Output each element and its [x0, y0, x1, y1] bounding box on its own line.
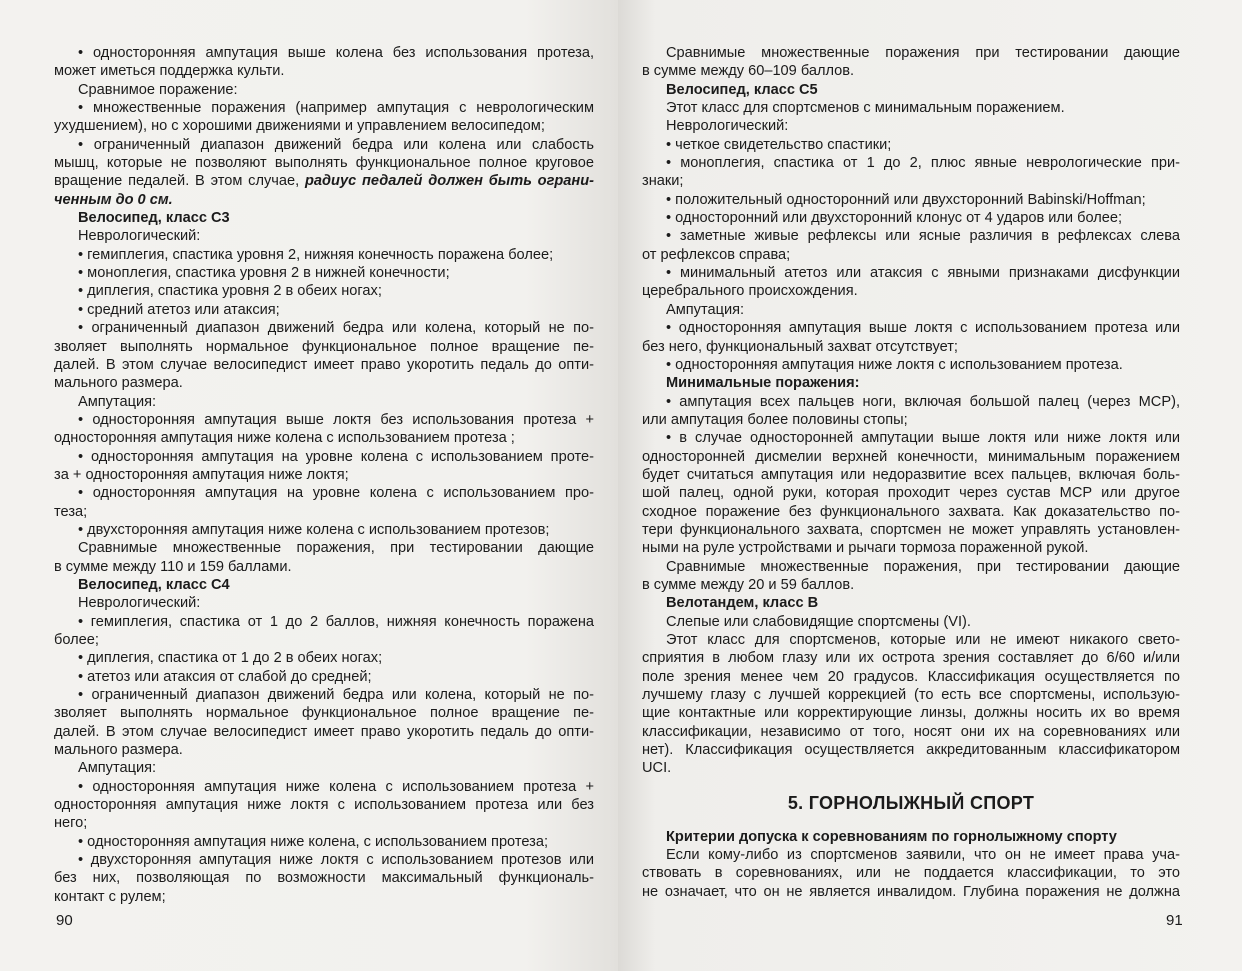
text-line: • ограниченный диапазон движений бедра или колена, который не по-: [78, 320, 594, 337]
text-line: • двухсторонняя ампутация ниже колена с использованием протезов;: [78, 521, 550, 538]
text-line: теза;: [54, 503, 88, 520]
text-line: мышц, которые не позволяют выполнять функциональное полное круговое: [54, 155, 594, 172]
text-line: • диплегия, спастика уровня 2 в обеих ногах;: [78, 283, 382, 300]
section-heading: Велосипед, класс С3: [78, 210, 230, 227]
section-heading: Велосипед, класс С4: [78, 576, 230, 593]
text-line: односторонняя ампутация ниже колена с использованием протеза ;: [54, 430, 515, 447]
page-number-left: 90: [56, 912, 73, 929]
text-line: Сравнимое поражение:: [78, 81, 238, 98]
text-line: Если кому-либо из спортсменов заявили, что он не имеет права уча-: [666, 847, 1180, 864]
text-line: • моноплегия, спастика уровня 2 в нижней конечности;: [78, 265, 450, 282]
text-line: • односторонняя ампутация на уровне колена с использованием про-: [78, 485, 594, 502]
text-line: • минимальный атетоз или атаксия с явными признаками дисфункции: [666, 265, 1180, 282]
text-line: односторонняя ампутация ниже локтя с использованием протеза или без: [54, 797, 594, 814]
text-line: Сравнимые множественные поражения, при тестировании дающие: [78, 540, 594, 557]
text-line: щие контактные или корректирующие линзы, должны носить их во время: [642, 705, 1180, 722]
text-line: ухудшением), но с хорошими движениями и управлением велосипедом;: [54, 118, 545, 135]
text-line: без него, функциональный захват отсутствует;: [642, 338, 958, 355]
text-line: • односторонняя ампутация ниже локтя с использованием протеза.: [666, 356, 1123, 373]
text-line: Слепые или слабовидящие спортсмены (VI).: [666, 613, 971, 630]
text-line: в сумме между 60–109 баллов.: [642, 63, 855, 80]
text-line: Неврологический:: [666, 118, 789, 135]
text-line: • односторонняя ампутация ниже колена, с использованием протеза;: [78, 833, 549, 850]
text-line: ными на руле устройствами и рычаги тормоза пораженной рукой.: [642, 540, 1089, 557]
text-line: Ампутация:: [78, 393, 157, 410]
text-line: • односторонняя ампутация выше локтя с использованием протеза или: [666, 320, 1180, 337]
text-line: классификации, независимо от того, носят они их на соревнованиях или: [642, 723, 1180, 740]
text-line: поле зрения менее чем 20 градусов. Классификация осуществляется по: [642, 668, 1180, 685]
text-fragment: радиус педалей должен быть ограни-: [304, 173, 594, 190]
right-page-text: [642, 44, 1180, 901]
text-line: сходное поражение без функционального захвата. Как доказательство по-: [642, 503, 1180, 520]
text-line: ченным до 0 см.: [54, 191, 173, 208]
page-number-right: 91: [1166, 912, 1183, 929]
text-line: без них, позволяющая по возможности максимальный функциональ-: [54, 870, 594, 887]
text-line: шой палец, одной руки, которая проходит через сустав МСР или другое: [642, 485, 1180, 502]
text-line: • односторонняя ампутация на уровне колена с использованием проте-: [78, 448, 594, 465]
text-line: церебрального происхождения.: [642, 283, 858, 300]
text-line: Ампутация:: [666, 301, 745, 318]
text-line: UCI.: [642, 760, 672, 777]
text-line: • гемиплегия, спастика от 1 до 2 баллов, нижняя конечность поражена: [78, 613, 594, 630]
text-line: • ограниченный диапазон движений бедра или колена или слабость: [78, 136, 594, 153]
section-heading: Минимальные поражения:: [666, 375, 860, 392]
text-line: может иметься поддержка культи.: [54, 63, 285, 80]
right-page-body-bottom: [642, 828, 1180, 901]
right-page-body-top: [642, 44, 1180, 778]
text-line: в сумме между 110 и 159 баллами.: [54, 558, 292, 575]
text-line: Ампутация:: [78, 760, 157, 777]
text-line: тери функционального захвата, спортсмен не может управлять установлен-: [642, 521, 1180, 538]
text-line: не означает, что он не является инвалидом. Глубина поражения не должна: [642, 883, 1180, 900]
text-line: Этот класс для спортсменов с минимальным поражением.: [666, 100, 1065, 117]
text-line: Неврологический:: [78, 595, 201, 612]
text-line: зволяет выполнять нормальное функциональное полное вращение пе-: [54, 705, 594, 722]
section-heading: Велотандем, класс В: [666, 595, 819, 612]
section-title: 5. ГОРНОЛЫЖНЫЙ СПОРТ: [787, 792, 1035, 813]
text-line: или ампутация более половины стопы;: [642, 411, 908, 428]
text-line: • заметные живые рефлексы или ясные различия в рефлексах слева: [666, 228, 1180, 245]
left-page: [0, 0, 618, 971]
text-line: • диплегия, спастика от 1 до 2 в обеих ногах;: [78, 650, 383, 667]
text-line: • четкое свидетельство спастики;: [666, 136, 892, 153]
text-line: • средний атетоз или атаксия;: [78, 301, 280, 318]
text-line: • ампутация всех пальцев ноги, включая большой палец (через МСР),: [666, 393, 1180, 410]
text-line: далей. В этом случае велосипедист имеет право укоротить педаль до опти-: [54, 723, 594, 740]
text-line: далей. В этом случае велосипедист имеет право укоротить педаль до опти-: [54, 356, 594, 373]
left-page-text: [54, 44, 594, 906]
section-heading: Велосипед, класс С5: [666, 81, 818, 98]
text-line: • односторонняя ампутация выше локтя без использования протеза +: [78, 411, 594, 428]
text-line: контакт с рулем;: [54, 888, 166, 905]
text-line: • гемиплегия, спастика уровня 2, нижняя конечность поражена более;: [78, 246, 554, 263]
text-line: ствовать в соревнованиях, или не поддается классификации, то это: [642, 865, 1180, 882]
text-line: нет). Классификация осуществляется аккредитованным классификатором: [642, 742, 1180, 759]
text-line: мального размера.: [54, 742, 183, 759]
text-line: • множественные поражения (например ампутация с неврологическим: [78, 100, 594, 117]
text-line: • моноплегия, спастика от 1 до 2, плюс явные неврологические при-: [666, 155, 1180, 172]
text-line: • в случае односторонней ампутации выше локтя или ниже локтя или: [666, 430, 1180, 447]
text-fragment: вращение педалей. В этом случае,: [54, 173, 305, 190]
text-line: мального размера.: [54, 375, 183, 392]
text-line: Неврологический:: [78, 228, 201, 245]
text-line: него;: [54, 815, 88, 832]
text-line: • двухсторонняя ампутация ниже локтя с использованием протезов или: [78, 852, 594, 869]
text-line: от рефлексов справа;: [642, 246, 791, 263]
right-page: [618, 0, 1242, 971]
text-line: более;: [54, 632, 99, 648]
text-line: • положительный односторонний или двухсторонний Babinski/Hoffman;: [666, 191, 1146, 208]
text-line: сприятия в любом глазу или их острота зрения составляет до 6/60 и/или: [642, 650, 1180, 667]
section-heading: Критерии допуска к соревнованиям по горнолыжному спорту: [666, 828, 1117, 845]
text-line: Сравнимые множественные поражения при тестировании дающие: [666, 45, 1180, 61]
text-line: Этот класс для спортсменов, которые или не имеют никакого свето-: [666, 632, 1180, 648]
text-line: односторонней дисмелии верхней конечности, минимальным поражением: [642, 448, 1180, 465]
text-line: зволяет выполнять нормальное функциональное полное вращение пе-: [54, 338, 594, 355]
text-line: • односторонняя ампутация выше колена без использования протеза,: [78, 45, 594, 61]
text-line: лучшему глазу с лучшей коррекцией (то есть все спортсмены, использую-: [642, 687, 1180, 704]
text-line: знаки;: [642, 173, 684, 190]
text-line: • односторонняя ампутация ниже колена с использованием протеза +: [78, 778, 594, 795]
text-line: [54, 172, 594, 190]
text-line: • односторонний или двухсторонний клонус от 4 ударов или более;: [666, 210, 1123, 227]
text-line: будет считаться ампутация или недоразвитие всех пальцев, включая боль-: [642, 466, 1180, 483]
text-line: Сравнимые множественные поражения, при тестировании дающие: [666, 558, 1180, 575]
text-line: • ограниченный диапазон движений бедра или колена, который не по-: [78, 687, 594, 704]
text-line: • атетоз или атаксия от слабой до средней;: [78, 668, 372, 685]
text-line: в сумме между 20 и 59 баллов.: [642, 576, 855, 593]
text-line: за + односторонняя ампутация ниже локтя;: [54, 466, 349, 483]
